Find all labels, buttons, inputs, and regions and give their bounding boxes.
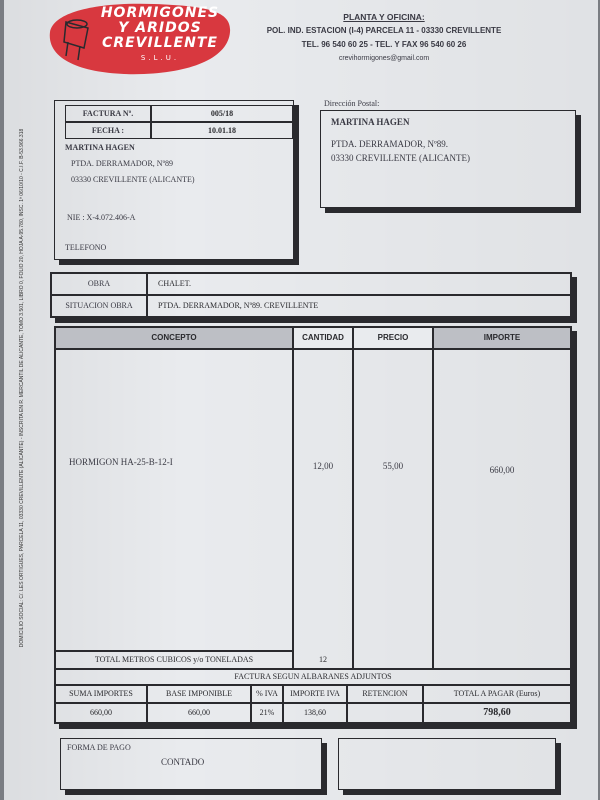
total-metros-label: TOTAL METROS CUBICOS y/o TONELADAS bbox=[55, 651, 293, 669]
header-concepto: CONCEPTO bbox=[55, 327, 293, 349]
company-logo bbox=[44, 2, 230, 74]
registry-text: DOMICILIO SOCIAL: C/. LES ORTIGUES, PARCELA 11, 03330 CREVILLENTE (ALICANTE) - INSCRITA EN R. MERCANTIL DE ALICANTE, TOMO 3.501, LIBRO 0, FOLIO 20, HOJA A-95.780, INSC. 1ª 06/10/10 - C.I.F. B-53.966.318 bbox=[19, 128, 25, 648]
totals-header-retencion: RETENCION bbox=[347, 685, 423, 703]
header-importe: IMPORTE bbox=[433, 327, 571, 349]
company-email: crevihormigones@gmail.com bbox=[338, 55, 430, 62]
client-nie: NIE : X-4.072.406-A bbox=[67, 213, 136, 222]
client-name: MARTINA HAGEN bbox=[65, 143, 135, 152]
col-precio bbox=[353, 349, 433, 669]
situacion-label: SITUACION OBRA bbox=[51, 295, 147, 317]
totals-header-iva-pct: % IVA bbox=[251, 685, 283, 703]
client-phone-label: TELEFONO bbox=[65, 243, 107, 252]
col-concepto bbox=[55, 349, 293, 651]
company-address: POL. IND. ESTACION (I-4) PARCELA 11 - 03330 CREVILLENTE bbox=[266, 26, 502, 35]
totals-header-iva-importe: IMPORTE IVA bbox=[283, 685, 347, 703]
company-info bbox=[244, 10, 524, 66]
situacion-value: PTDA. DERRAMADOR, Nº89. CREVILLENTE bbox=[147, 295, 571, 317]
postal-city: 03330 CREVILLENTE (ALICANTE) bbox=[331, 153, 470, 163]
payment-value: CONTADO bbox=[161, 757, 205, 767]
totals-header-suma: SUMA IMPORTES bbox=[55, 685, 147, 703]
postal-name: MARTINA HAGEN bbox=[331, 117, 410, 127]
obra-box bbox=[50, 272, 572, 318]
invoice-paper bbox=[4, 0, 598, 800]
company-heading: PLANTA Y OFICINA: bbox=[343, 12, 425, 22]
row-cantidad: 12,00 bbox=[312, 461, 334, 471]
factura-value: 005/18 bbox=[151, 105, 293, 122]
concept-table bbox=[54, 326, 572, 724]
client-address: PTDA. DERRAMADOR, Nº89 bbox=[71, 159, 174, 168]
logo-line-3: CREVILLENTE bbox=[102, 35, 218, 51]
totals-retencion bbox=[347, 703, 423, 723]
company-phones: TEL. 96 540 60 25 - TEL. Y FAX 96 540 60 26 bbox=[301, 40, 467, 49]
postal-label: Dirección Postal: bbox=[324, 99, 380, 108]
col-importe bbox=[433, 349, 571, 669]
header-cantidad: CANTIDAD bbox=[293, 327, 353, 349]
total-metros-value: 12 bbox=[319, 655, 327, 664]
row-precio: 55,00 bbox=[382, 461, 404, 471]
albaranes-note: FACTURA SEGUN ALBARANES ADJUNTOS bbox=[55, 669, 571, 685]
obra-value: CHALET. bbox=[147, 273, 571, 295]
payment-label: FORMA DE PAGO bbox=[67, 743, 131, 752]
postal-address: PTDA. DERRAMADOR, Nº89. bbox=[331, 139, 449, 149]
header-precio: PRECIO bbox=[353, 327, 433, 349]
logo-line-2: Y ARIDOS bbox=[118, 20, 202, 36]
payment-box bbox=[60, 738, 322, 790]
empty-box bbox=[338, 738, 556, 790]
logo-name bbox=[90, 6, 230, 51]
client-city: 03330 CREVILLENTE (ALICANTE) bbox=[71, 175, 195, 184]
totals-header-base: BASE IMPONIBLE bbox=[147, 685, 251, 703]
logo-suffix: S.L.U. bbox=[140, 54, 180, 62]
row-importe: 660,00 bbox=[489, 465, 515, 475]
totals-header-total: TOTAL A PAGAR (Euros) bbox=[423, 685, 571, 703]
row-concepto: HORMIGON HA-25-B-12-I bbox=[69, 457, 173, 467]
totals-base: 660,00 bbox=[147, 703, 251, 723]
obra-label: OBRA bbox=[51, 273, 147, 295]
totals-total: 798,60 bbox=[423, 703, 571, 723]
fecha-label: FECHA : bbox=[65, 122, 151, 139]
postal-box bbox=[320, 110, 576, 208]
totals-iva-importe: 138,60 bbox=[283, 703, 347, 723]
totals-suma: 660,00 bbox=[55, 703, 147, 723]
logo-line-1: HORMIGONES bbox=[100, 5, 220, 21]
factura-label: FACTURA Nº. bbox=[65, 105, 151, 122]
fecha-value: 10.01.18 bbox=[151, 122, 293, 139]
invoice-box bbox=[54, 100, 294, 260]
col-cantidad bbox=[293, 349, 353, 669]
totals-iva-pct: 21% bbox=[251, 703, 283, 723]
